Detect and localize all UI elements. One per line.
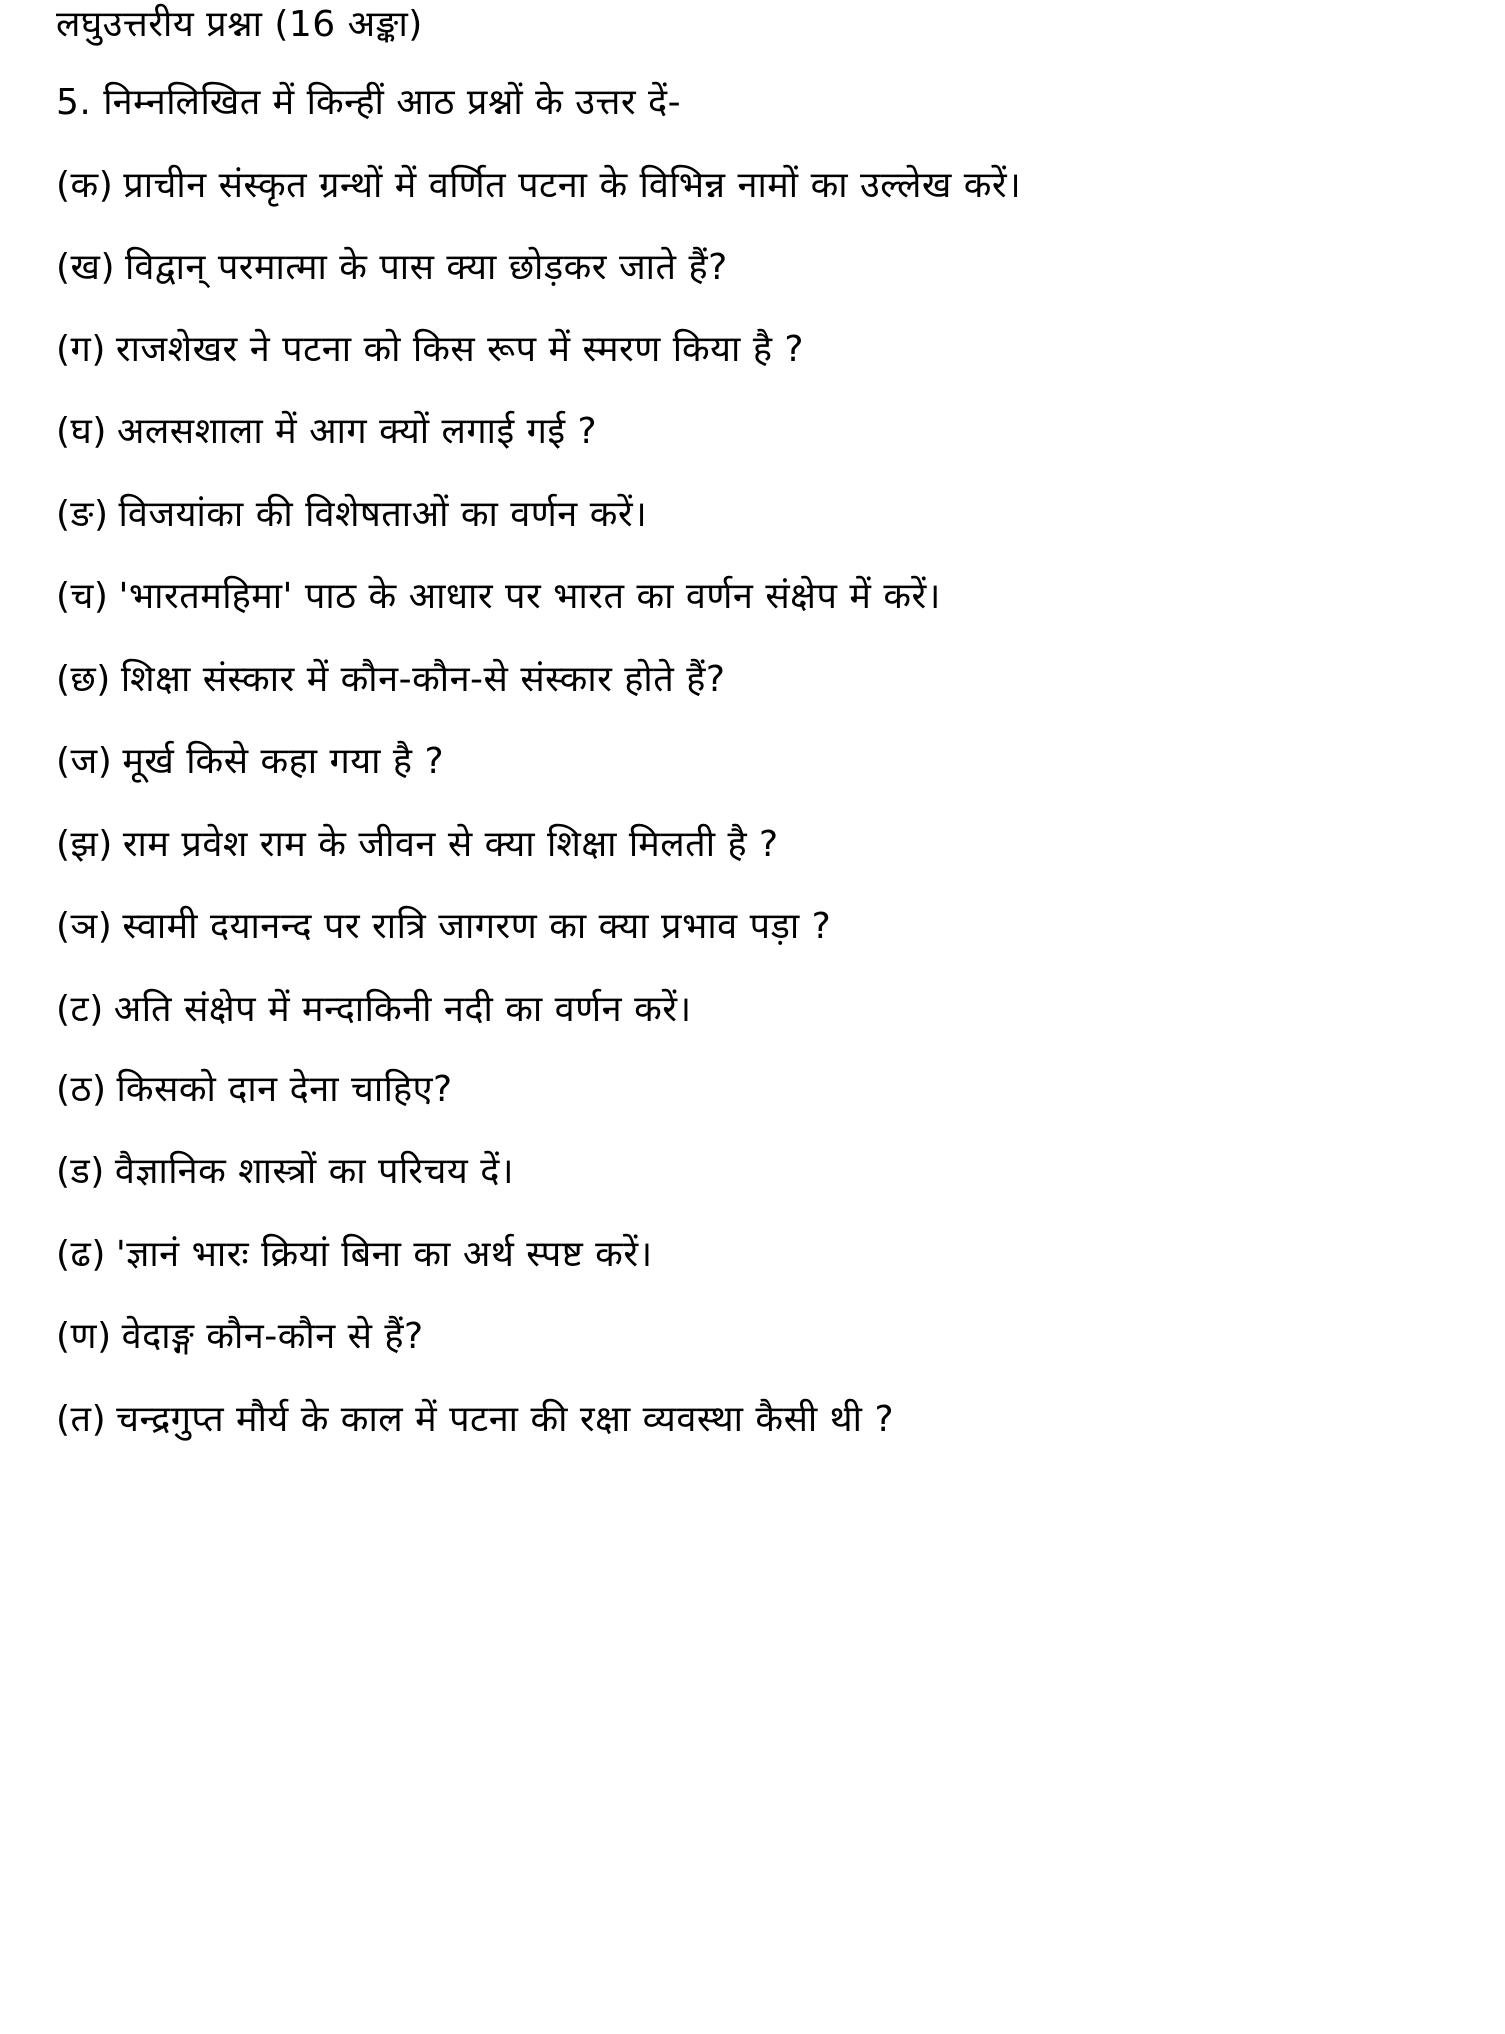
question-text: विजयांका की विशेषताओं का वर्णन करें। [118,494,648,535]
question-label: (ट) [56,989,104,1030]
question-item [56,655,725,705]
question-item [56,490,647,540]
question-item [56,902,831,952]
question-item [56,1312,424,1362]
question-text: वैज्ञानिक शास्त्रों का परिचय दें। [114,1151,514,1192]
question-text: प्राचीन संस्कृत ग्रन्थों में वर्णित पटना के विभिन्न नामों का उल्लेख करें। [123,165,1022,206]
question-text: शिक्षा संस्कार में कौन-कौन-से संस्कार होते हैं? [120,659,726,700]
question-label: (झ) [56,824,113,865]
question-text: किसको दान देना चाहिए? [116,1069,453,1110]
question-item [56,1065,453,1115]
question-label: (छ) [56,659,111,700]
question-text: चन्द्रगुप्त मौर्य के काल में पटना की रक्षा व्यवस्था कैसी थी ? [116,1399,895,1440]
question-label: (त) [56,1399,107,1440]
question-item [56,820,779,870]
question-item [56,572,941,622]
question-label: (घ) [56,411,107,452]
question-item [56,1230,653,1280]
question-text: स्वामी दयानन्द पर रात्रि जागरण का क्या प्रभाव पड़ा ? [122,906,832,947]
question-text: 'ज्ञानं भारः क्रियां बिना का अर्थ स्पष्ट करें। [115,1234,653,1275]
question-label: (ज) [56,741,113,782]
question-text: विद्वान् परमात्मा के पास क्या छोड़कर जाते हैं? [125,247,728,288]
question-text: राजशेखर ने पटना को किस रूप में स्मरण किया है ? [115,329,804,370]
question-label: (ख) [56,247,116,288]
question-text: 'भारतमहिमा' पाठ के आधार पर भारत का वर्णन संक्षेप में करें। [118,576,941,617]
question-item [56,243,728,293]
instruction: 5. निम्नलिखित में किन्हीं आठ प्रश्नों के उत्तर दें- [56,82,682,123]
question-label: (ड) [56,1151,105,1192]
question-label: (ङ) [56,494,109,535]
question-label: (ढ) [56,1234,106,1275]
question-label: (ग) [56,329,106,370]
question-item [56,325,804,375]
question-item [56,1147,514,1197]
question-label: (ञ) [56,906,113,947]
question-item [56,161,1021,211]
question-text: मूर्ख किसे कहा गया है ? [122,741,445,782]
question-text: राम प्रवेश राम के जीवन से क्या शिक्षा मिलती है ? [122,824,779,865]
question-text: अति संक्षेप में मन्दाकिनी नदी का वर्णन करें। [113,989,692,1030]
question-text: अलसशाला में आग क्यों लगाई गई ? [116,411,598,452]
question-label: (च) [56,576,109,617]
section-title: लघुउत्तरीय प्रश्ना (16 अङ्का) [56,4,423,45]
question-text: वेदाङ्ग कौन-कौन से हैं? [121,1316,424,1357]
question-item [56,407,597,457]
question-label: (ठ) [56,1069,107,1110]
question-label: (क) [56,165,114,206]
question-label: (ण) [56,1316,112,1357]
question-item [56,737,444,787]
question-item [56,1395,894,1445]
question-item [56,985,692,1035]
